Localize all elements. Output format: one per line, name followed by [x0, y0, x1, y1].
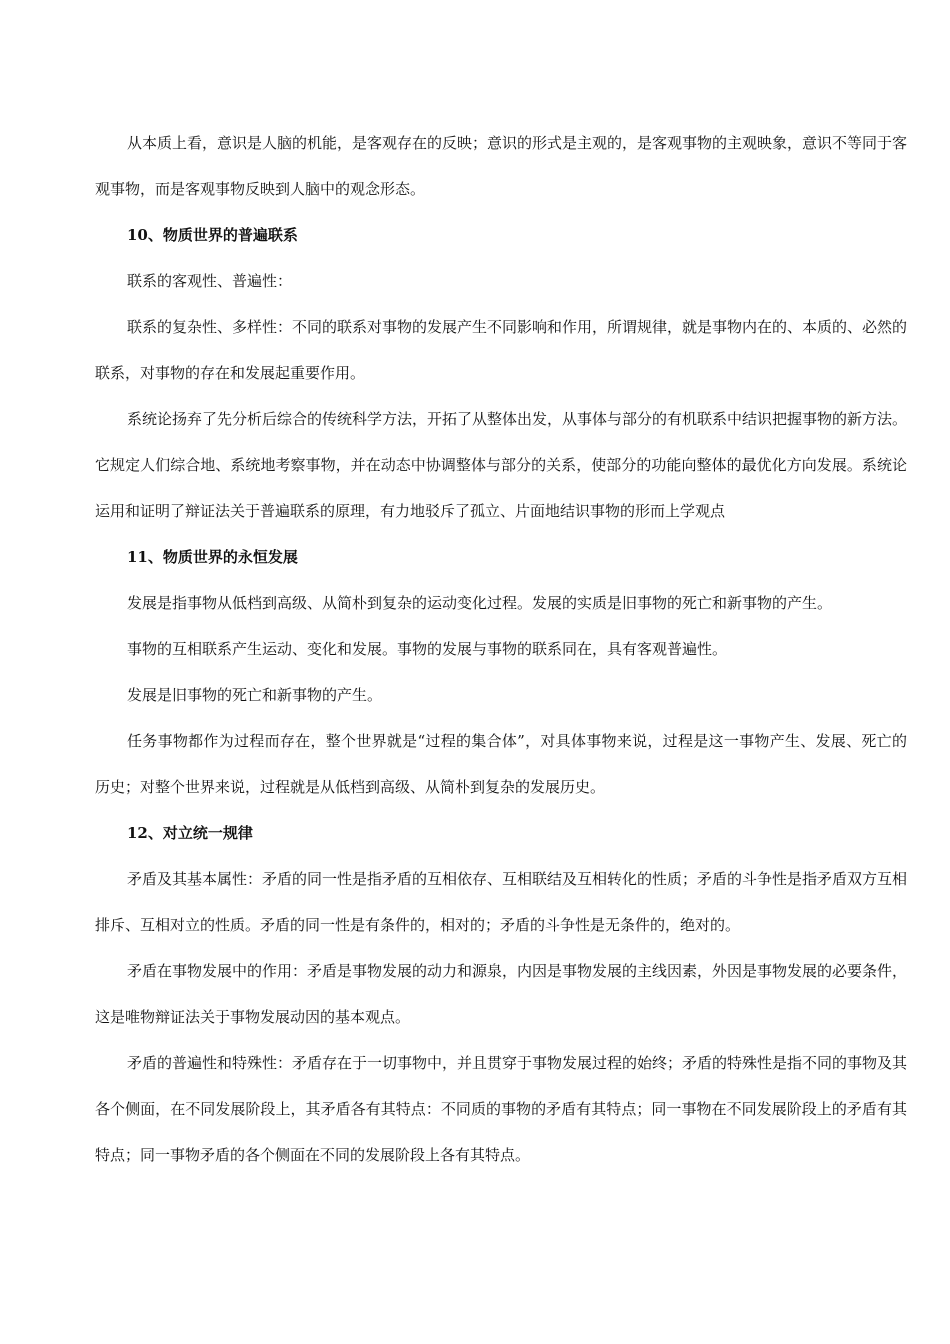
- paragraph-contradiction-attributes: 矛盾及其基本属性：矛盾的同一性是指矛盾的互相依存、互相联结及互相转化的性质；矛盾的斗争性是指矛盾双方互相排斥、互相对立的性质。矛盾的同一性是有条件的，相对的；矛盾的斗争性是无条件的，绝对的。: [95, 870, 908, 934]
- paragraph-connection-objectivity: 联系的客观性、普遍性：: [127, 272, 293, 290]
- paragraph-development-definition: 发展是指事物从低档到高级、从简朴到复杂的运动变化过程。发展的实质是旧事物的死亡和新事物的产生。: [127, 594, 833, 612]
- paragraph-development-connection: 事物的互相联系产生运动、变化和发展。事物的发展与事物的联系同在，具有客观普遍性。: [127, 640, 728, 658]
- paragraph-development-essence: 发展是旧事物的死亡和新事物的产生。: [127, 686, 383, 704]
- heading-unity-of-opposites: 12、对立统一规律: [127, 824, 253, 842]
- paragraph-consciousness-essence: 从本质上看，意识是人脑的机能，是客观存在的反映；意识的形式是主观的，是客观事物的主观映象，意识不等同于客观事物，而是客观事物反映到人脑中的观念形态。: [95, 134, 908, 198]
- paragraph-process: 任务事物都作为过程而存在，整个世界就是“过程的集合体”，对具体事物来说，过程是这一事物产生、发展、死亡的历史；对整个世界来说，过程就是从低档到高级、从简朴到复杂的发展历史。: [95, 732, 907, 796]
- paragraph-contradiction-universality: 矛盾的普遍性和特殊性：矛盾存在于一切事物中，并且贯穿于事物发展过程的始终；矛盾的特殊性是指不同的事物及其各个侧面，在不同发展阶段上，其矛盾各有其特点：不同质的事物的矛盾有其特点；同一事物在不同发展阶段上的矛盾有其特点；同一事物矛盾的各个侧面在不同的发展阶段上各有其特点。: [95, 1054, 908, 1164]
- document-page: [95, 120, 907, 1178]
- heading-universal-connection: 10、物质世界的普遍联系: [127, 226, 298, 244]
- paragraph-systems-theory: 系统论扬弃了先分析后综合的传统科学方法，开拓了从整体出发，从事体与部分的有机联系中结识把握事物的新方法。它规定人们综合地、系统地考察事物，并在动态中协调整体与部分的关系，使部分的功能向整体的最优化方向发展。系统论运用和证明了辩证法关于普遍联系的原理，有力地驳斥了孤立、片面地结识事物的形而上学观点: [95, 410, 908, 520]
- heading-eternal-development: 11、物质世界的永恒发展: [127, 548, 298, 566]
- paragraph-contradiction-role: 矛盾在事物发展中的作用：矛盾是事物发展的动力和源泉，内因是事物发展的主线因素，外因是事物发展的必要条件，这是唯物辩证法关于事物发展动因的基本观点。: [95, 962, 908, 1026]
- paragraph-connection-complexity: 联系的复杂性、多样性：不同的联系对事物的发展产生不同影响和作用，所谓规律，就是事物内在的、本质的、必然的联系，对事物的存在和发展起重要作用。: [95, 318, 908, 382]
